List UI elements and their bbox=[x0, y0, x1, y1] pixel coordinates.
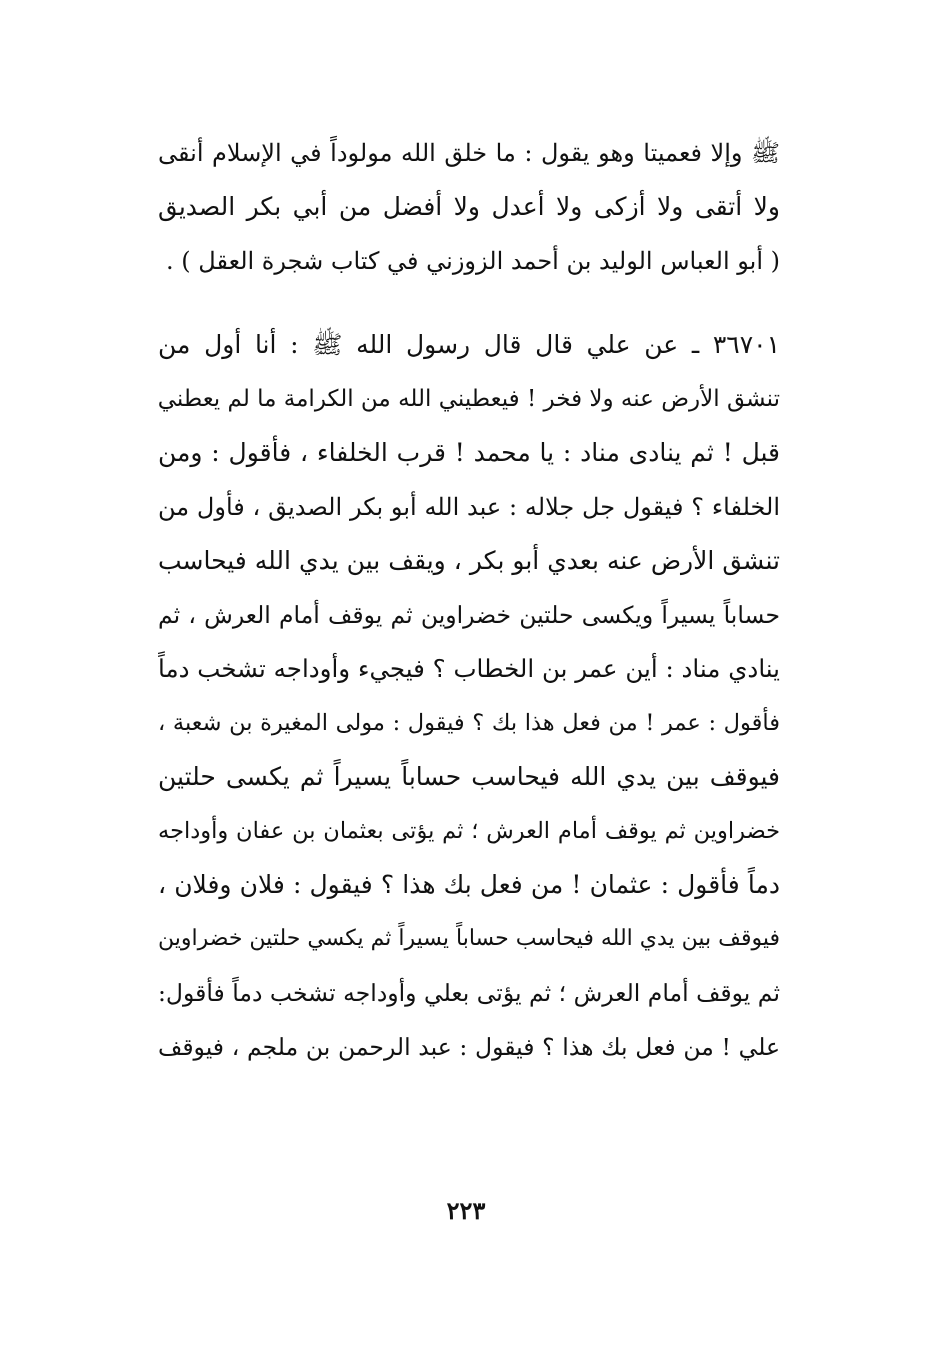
text-line: تنشق الأرض عنه بعدي أبو بكر ، ويقف بين يدي الله فيحاسب bbox=[158, 546, 780, 575]
text-line: ثم يوقف أمام العرش ؛ ثم يؤتى بعلي وأوداجه تشخب دماً فأقول: bbox=[158, 979, 780, 1007]
text-line: تنشق الأرض عنه ولا فخر ! فيعطيني الله من الكرامة ما لم يعطني bbox=[158, 386, 780, 412]
text-line: الخلفاء ؟ فيقول جل جلاله : عبد الله أبو بكر الصديق ، فأول من bbox=[158, 493, 780, 521]
text-line: دماً فأقول : عثمان ! من فعل بك هذا ؟ فيقول : فلان وفلان ، bbox=[158, 870, 780, 899]
text-line: ﷺ وإلا فعميتا وهو يقول : ما خلق الله مولوداً في الإسلام أنقى bbox=[158, 139, 780, 167]
text-line: ٣٦٧٠١ ـ عن علي قال قال رسول الله ﷺ : أنا أول من bbox=[158, 330, 780, 359]
hadith-paragraph bbox=[158, 318, 780, 1074]
paragraph-continuation bbox=[158, 126, 780, 288]
text-line: قبل ! ثم ينادى مناد : يا محمد ! قرب الخلفاء ، فأقول : ومن bbox=[158, 438, 780, 467]
text-line: فيوقف بين يدي الله فيحاسب حساباً يسيراً ثم يكسى حلتين bbox=[158, 762, 780, 791]
source-citation: ( أبو العباس الوليد بن أحمد الزوزني في كتاب شجرة العقل ) . bbox=[166, 247, 780, 275]
text-line: فيوقف بين يدي الله فيحاسب حساباً يسيراً ثم يكسي حلتين خضراوين bbox=[158, 926, 780, 951]
text-line: خضراوين ثم يوقف أمام العرش ؛ ثم يؤتى بعثمان بن عفان وأوداجه bbox=[158, 818, 780, 844]
page-number: ٢٢٣ bbox=[446, 1196, 486, 1225]
text-line: فأقول : عمر ! من فعل هذا بك ؟ فيقول : مولى المغيرة بن شعبة ، bbox=[158, 710, 780, 736]
text-line: ولا أتقى ولا أزكى ولا أعدل ولا أفضل من أبي بكر الصديق bbox=[158, 192, 780, 221]
text-line: علي ! من فعل بك هذا ؟ فيقول : عبد الرحمن بن ملجم ، فيوقف bbox=[158, 1033, 780, 1061]
text-line: حساباً يسيراً ويكسى حلتين خضراوين ثم يوقف أمام العرش ، ثم bbox=[158, 601, 780, 629]
text-line: ينادي مناد : أين عمر بن الخطاب ؟ فيجيء وأوداجه تشخب دماً bbox=[158, 654, 780, 683]
